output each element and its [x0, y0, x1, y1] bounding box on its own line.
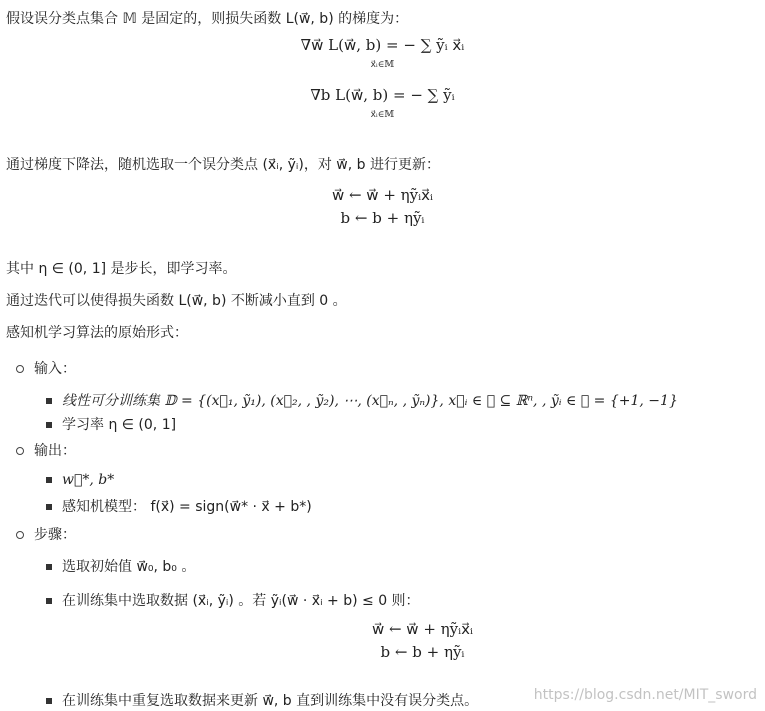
learning-rate-text: 学习率 η ∈ (0, 1] — [62, 417, 177, 433]
output-label: 输出： — [34, 443, 76, 459]
list-item-step-1 — [46, 556, 195, 576]
step-2-update-b-equation: b ← b + ηỹᵢ — [380, 643, 465, 661]
list-item-output-params — [46, 472, 114, 488]
square-bullet-icon — [46, 422, 52, 428]
iteration-paragraph: 通过迭代可以使得损失函数 L(w⃗, b) 不断减小直到 0 。 — [6, 293, 347, 309]
step-size-paragraph: 其中 η ∈ (0, 1] 是步长，即学习率。 — [6, 261, 237, 277]
step-1-text: 选取初始值 w⃗₀, b₀ 。 — [62, 559, 196, 575]
update-b-equation: b ← b + ηỹᵢ — [340, 209, 425, 227]
intro-paragraph: 假设误分类点集合 𝕄 是固定的，则损失函数 L(w⃗, b) 的梯度为： — [6, 11, 409, 27]
step-2-text: 在训练集中选取数据 (x⃗ᵢ, ỹᵢ) 。若 ỹᵢ(w⃗ · x⃗ᵢ + b) ≤ 0 则： — [62, 593, 420, 609]
list-item-steps — [16, 524, 76, 544]
algorithm-heading: 感知机学习算法的原始形式： — [6, 325, 188, 341]
perceptron-model-text: 感知机模型： f(x⃗) = sign(w⃗* · x⃗ + b*) — [62, 499, 312, 515]
square-bullet-icon — [46, 398, 52, 404]
step-2-update-w-equation: w⃗ ← w⃗ + ηỹᵢx⃗ᵢ — [371, 620, 474, 638]
circle-bullet-icon — [16, 531, 24, 539]
list-item-step-3 — [46, 690, 478, 710]
square-bullet-icon — [46, 504, 52, 510]
steps-label: 步骤： — [34, 527, 76, 543]
gradient-b-equation: ∇b L(w⃗, b) = − ∑ ỹᵢ — [310, 86, 455, 104]
list-item-perceptron-model — [46, 496, 312, 516]
training-set-text: 线性可分训练集 𝔻 = {(x⃗₁, ỹ₁), (x⃗₂, , ỹ₂), ⋯, (x⃗ₙ, , ỹₙ)}, x⃗ᵢ ∈ 𝒳 ⊆ ℝⁿ, , ỹᵢ ∈ 𝒴 = {+1, −1} — [62, 393, 678, 409]
update-w-equation: w⃗ ← w⃗ + ηỹᵢx⃗ᵢ — [331, 186, 434, 204]
list-item-training-set — [46, 390, 678, 410]
watermark: https://blog.csdn.net/MIT_sword — [533, 687, 757, 703]
circle-bullet-icon — [16, 365, 24, 373]
square-bullet-icon — [46, 698, 52, 704]
input-label: 输入： — [34, 361, 76, 377]
step-3-text: 在训练集中重复选取数据来更新 w⃗, b 直到训练集中没有误分类点。 — [62, 693, 479, 709]
output-params-text: w⃗*, b* — [62, 472, 115, 488]
gradient-b-sum-subscript: x⃗ᵢ∈𝕄 — [370, 110, 395, 120]
list-item-step-2 — [46, 590, 420, 610]
gradient-w-sum-subscript: x⃗ᵢ∈𝕄 — [370, 60, 395, 70]
list-item-output — [16, 440, 76, 460]
gradient-w-equation: ∇w⃗ L(w⃗, b) = − ∑ ỹᵢ x⃗ᵢ — [300, 36, 465, 54]
circle-bullet-icon — [16, 447, 24, 455]
square-bullet-icon — [46, 564, 52, 570]
update-paragraph: 通过梯度下降法，随机选取一个误分类点 (x⃗ᵢ, ỹᵢ)，对 w⃗, b 进行更新： — [6, 157, 440, 173]
square-bullet-icon — [46, 598, 52, 604]
list-item-learning-rate — [46, 414, 176, 434]
list-item-input — [16, 358, 76, 378]
square-bullet-icon — [46, 477, 52, 483]
